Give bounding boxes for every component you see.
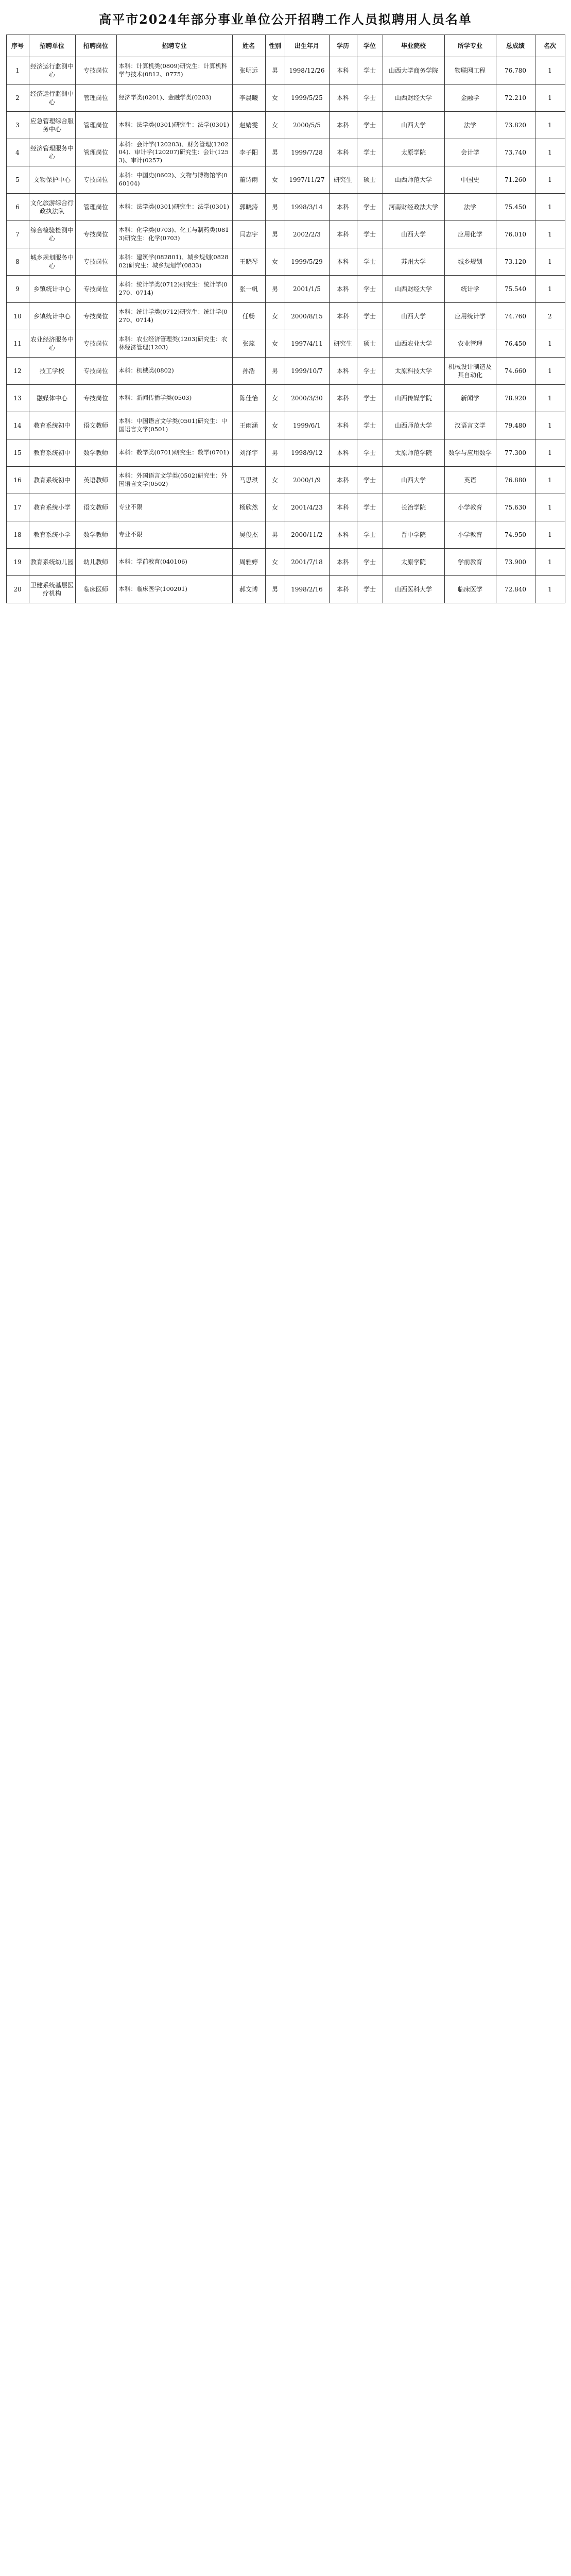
table-cell: 1 xyxy=(535,139,565,166)
table-cell: 苏州大学 xyxy=(383,248,444,276)
table-cell: 经济管理服务中心 xyxy=(29,139,75,166)
table-cell: 数学教师 xyxy=(75,439,116,467)
table-cell: 应用统计学 xyxy=(444,303,496,330)
table-cell: 学士 xyxy=(357,549,383,576)
table-cell: 73.740 xyxy=(496,139,535,166)
table-cell: 73.900 xyxy=(496,549,535,576)
table-cell: 山西财经大学 xyxy=(383,276,444,303)
column-header: 招聘单位 xyxy=(29,35,75,57)
table-cell: 城乡规划服务中心 xyxy=(29,248,75,276)
table-cell: 学士 xyxy=(357,194,383,221)
table-cell: 1 xyxy=(535,221,565,248)
table-cell: 专技岗位 xyxy=(75,358,116,385)
table-row xyxy=(6,112,565,139)
table-cell: 10 xyxy=(6,303,29,330)
table-row xyxy=(6,57,565,84)
table-cell: 教育系统初中 xyxy=(29,412,75,439)
table-cell: 卫健系统基层医疗机构 xyxy=(29,576,75,603)
table-cell: 本科：计算机类(0809)研究生：计算机科学与技术(0812、0775) xyxy=(116,57,232,84)
table-cell: 男 xyxy=(265,194,285,221)
table-cell: 城乡规划 xyxy=(444,248,496,276)
table-cell: 19 xyxy=(6,549,29,576)
table-cell: 专技岗位 xyxy=(75,303,116,330)
table-cell: 专业不限 xyxy=(116,521,232,549)
table-cell: 76.450 xyxy=(496,330,535,358)
table-cell: 13 xyxy=(6,385,29,412)
table-cell: 郭晓涛 xyxy=(232,194,265,221)
table-cell: 法学 xyxy=(444,112,496,139)
table-cell: 王晓琴 xyxy=(232,248,265,276)
table-row xyxy=(6,248,565,276)
table-cell: 融媒体中心 xyxy=(29,385,75,412)
table-cell: 1 xyxy=(535,385,565,412)
table-cell: 1 xyxy=(535,576,565,603)
table-cell: 金融学 xyxy=(444,84,496,112)
table-cell: 1 xyxy=(535,112,565,139)
table-cell: 12 xyxy=(6,358,29,385)
table-cell: 16 xyxy=(6,467,29,494)
table-cell: 本科：外国语言文学类(0502)研究生：外国语言文学(0502) xyxy=(116,467,232,494)
table-cell: 9 xyxy=(6,276,29,303)
table-cell: 女 xyxy=(265,84,285,112)
table-cell: 机械设计制造及其自动化 xyxy=(444,358,496,385)
column-header: 招聘专业 xyxy=(116,35,232,57)
table-cell: 本科：数学类(0701)研究生：数学(0701) xyxy=(116,439,232,467)
table-row xyxy=(6,439,565,467)
table-cell: 专技岗位 xyxy=(75,57,116,84)
table-cell: 学士 xyxy=(357,412,383,439)
table-cell: 学士 xyxy=(357,112,383,139)
table-cell: 管理岗位 xyxy=(75,194,116,221)
table-cell: 女 xyxy=(265,303,285,330)
table-cell: 学士 xyxy=(357,221,383,248)
table-cell: 河南财经政法大学 xyxy=(383,194,444,221)
table-cell: 14 xyxy=(6,412,29,439)
table-cell: 小学教育 xyxy=(444,521,496,549)
table-row xyxy=(6,385,565,412)
table-cell: 1 xyxy=(535,330,565,358)
table-cell: 女 xyxy=(265,549,285,576)
column-header: 性别 xyxy=(265,35,285,57)
table-cell: 学士 xyxy=(357,84,383,112)
table-cell: 乡镇统计中心 xyxy=(29,303,75,330)
table-cell: 硕士 xyxy=(357,330,383,358)
table-cell: 1999/6/1 xyxy=(285,412,329,439)
table-cell: 6 xyxy=(6,194,29,221)
table-row xyxy=(6,412,565,439)
table-row xyxy=(6,194,565,221)
table-cell: 本科：学前教育(040106) xyxy=(116,549,232,576)
table-cell: 山西农业大学 xyxy=(383,330,444,358)
table-cell: 1 xyxy=(535,248,565,276)
table-cell: 1 xyxy=(6,57,29,84)
table-cell: 学士 xyxy=(357,57,383,84)
table-cell: 山西大学 xyxy=(383,303,444,330)
table-cell: 专技岗位 xyxy=(75,276,116,303)
table-cell: 本科：中国语言文学类(0501)研究生：中国语言文学(0501) xyxy=(116,412,232,439)
table-cell: 本科：临床医学(100201) xyxy=(116,576,232,603)
page xyxy=(0,0,571,631)
table-cell: 本科 xyxy=(329,576,357,603)
table-cell: 张明远 xyxy=(232,57,265,84)
page-title: 高平市2024年部分事业单位公开招聘工作人员拟聘用人员名单 xyxy=(99,12,472,27)
table-cell: 75.630 xyxy=(496,494,535,521)
column-header: 总成绩 xyxy=(496,35,535,57)
table-cell: 2000/11/2 xyxy=(285,521,329,549)
table-cell: 本科：化学类(0703)、化工与制药类(0813)研究生：化学(0703) xyxy=(116,221,232,248)
table-cell: 1 xyxy=(535,276,565,303)
column-header: 招聘岗位 xyxy=(75,35,116,57)
table-cell: 吴俊杰 xyxy=(232,521,265,549)
table-cell: 本科：农业经济管理类(1203)研究生：农林经济管理(1203) xyxy=(116,330,232,358)
table-cell: 1998/2/16 xyxy=(285,576,329,603)
table-cell: 女 xyxy=(265,248,285,276)
table-cell: 女 xyxy=(265,494,285,521)
table-cell: 研究生 xyxy=(329,166,357,194)
table-cell: 综合检验检测中心 xyxy=(29,221,75,248)
table-cell: 75.540 xyxy=(496,276,535,303)
table-cell: 法学 xyxy=(444,194,496,221)
table-row xyxy=(6,221,565,248)
table-cell: 1 xyxy=(535,84,565,112)
table-cell: 本科 xyxy=(329,194,357,221)
table-cell: 本科 xyxy=(329,439,357,467)
table-cell: 男 xyxy=(265,358,285,385)
table-row xyxy=(6,358,565,385)
table-cell: 女 xyxy=(265,412,285,439)
table-cell: 学前教育 xyxy=(444,549,496,576)
table-cell: 文化旅游综合行政执法队 xyxy=(29,194,75,221)
table-cell: 会计学 xyxy=(444,139,496,166)
table-cell: 本科 xyxy=(329,139,357,166)
table-cell: 3 xyxy=(6,112,29,139)
table-cell: 农业管理 xyxy=(444,330,496,358)
table-cell: 学士 xyxy=(357,358,383,385)
table-cell: 太原科技大学 xyxy=(383,358,444,385)
table-cell: 本科 xyxy=(329,84,357,112)
table-cell: 本科 xyxy=(329,276,357,303)
table-cell: 学士 xyxy=(357,521,383,549)
table-cell: 1 xyxy=(535,194,565,221)
table-cell: 1 xyxy=(535,439,565,467)
table-cell: 本科 xyxy=(329,221,357,248)
table-cell: 学士 xyxy=(357,276,383,303)
table-cell: 教育系统初中 xyxy=(29,439,75,467)
table-cell: 太原学院 xyxy=(383,139,444,166)
table-cell: 1998/9/12 xyxy=(285,439,329,467)
table-cell: 专技岗位 xyxy=(75,166,116,194)
table-cell: 2 xyxy=(6,84,29,112)
table-cell: 本科 xyxy=(329,549,357,576)
column-header: 学历 xyxy=(329,35,357,57)
table-cell: 本科 xyxy=(329,303,357,330)
table-cell: 4 xyxy=(6,139,29,166)
table-cell: 1 xyxy=(535,57,565,84)
table-header-row xyxy=(6,35,565,57)
table-cell: 11 xyxy=(6,330,29,358)
table-cell: 本科 xyxy=(329,467,357,494)
table-cell: 教育系统幼儿园 xyxy=(29,549,75,576)
table-cell: 教育系统初中 xyxy=(29,467,75,494)
table-cell: 新闻学 xyxy=(444,385,496,412)
table-row xyxy=(6,549,565,576)
table-cell: 72.210 xyxy=(496,84,535,112)
table-cell: 2000/5/5 xyxy=(285,112,329,139)
table-cell: 太原学院 xyxy=(383,549,444,576)
table-cell: 8 xyxy=(6,248,29,276)
table-cell: 学士 xyxy=(357,467,383,494)
table-cell: 73.820 xyxy=(496,112,535,139)
table-cell: 本科：机械类(0802) xyxy=(116,358,232,385)
table-cell: 2001/4/23 xyxy=(285,494,329,521)
table-cell: 5 xyxy=(6,166,29,194)
table-cell: 73.120 xyxy=(496,248,535,276)
table-cell: 1997/4/11 xyxy=(285,330,329,358)
table-cell: 2001/7/18 xyxy=(285,549,329,576)
table-cell: 本科：中国史(0602)、文物与博物馆学(060104) xyxy=(116,166,232,194)
table-cell: 78.920 xyxy=(496,385,535,412)
table-cell: 学士 xyxy=(357,439,383,467)
table-cell: 本科：统计学类(0712)研究生：统计学(0270、0714) xyxy=(116,303,232,330)
table-cell: 1999/5/25 xyxy=(285,84,329,112)
table-cell: 本科 xyxy=(329,112,357,139)
table-row xyxy=(6,84,565,112)
table-cell: 临床医师 xyxy=(75,576,116,603)
table-cell: 董诗雨 xyxy=(232,166,265,194)
table-cell: 2000/1/9 xyxy=(285,467,329,494)
table-cell: 刘泽宇 xyxy=(232,439,265,467)
table-cell: 学士 xyxy=(357,139,383,166)
table-cell: 研究生 xyxy=(329,330,357,358)
table-cell: 1 xyxy=(535,494,565,521)
table-cell: 专技岗位 xyxy=(75,385,116,412)
table-cell: 本科：会计学(120203)、财务管理(120204)、审计学(120207)研究生：会计(1253)、审计(0257) xyxy=(116,139,232,166)
table-cell: 山西财经大学 xyxy=(383,84,444,112)
table-cell: 山西医科大学 xyxy=(383,576,444,603)
column-header: 姓名 xyxy=(232,35,265,57)
table-cell: 7 xyxy=(6,221,29,248)
table-cell: 本科 xyxy=(329,248,357,276)
table-cell: 陈佳怡 xyxy=(232,385,265,412)
table-cell: 女 xyxy=(265,467,285,494)
table-cell: 1999/5/29 xyxy=(285,248,329,276)
table-cell: 74.760 xyxy=(496,303,535,330)
table-cell: 74.950 xyxy=(496,521,535,549)
column-header: 出生年月 xyxy=(285,35,329,57)
table-row xyxy=(6,166,565,194)
table-cell: 农业经济服务中心 xyxy=(29,330,75,358)
column-header: 所学专业 xyxy=(444,35,496,57)
table-cell: 张一帆 xyxy=(232,276,265,303)
table-cell: 18 xyxy=(6,521,29,549)
table-row xyxy=(6,467,565,494)
table-row xyxy=(6,139,565,166)
table-cell: 本科 xyxy=(329,494,357,521)
table-cell: 75.450 xyxy=(496,194,535,221)
table-cell: 72.840 xyxy=(496,576,535,603)
table-cell: 女 xyxy=(265,385,285,412)
table-cell: 教育系统小学 xyxy=(29,494,75,521)
table-cell: 统计学 xyxy=(444,276,496,303)
table-cell: 硕士 xyxy=(357,166,383,194)
table-cell: 管理岗位 xyxy=(75,139,116,166)
table-cell: 山西师范大学 xyxy=(383,166,444,194)
table-cell: 本科 xyxy=(329,521,357,549)
table-cell: 乡镇统计中心 xyxy=(29,276,75,303)
table-cell: 语文教师 xyxy=(75,494,116,521)
table-cell: 本科：建筑学(082801)、城乡规划(082802)研究生：城乡规划学(0833) xyxy=(116,248,232,276)
table-cell: 本科 xyxy=(329,412,357,439)
table-cell: 2002/2/3 xyxy=(285,221,329,248)
table-cell: 学士 xyxy=(357,248,383,276)
table-cell: 郝文博 xyxy=(232,576,265,603)
table-cell: 1998/12/26 xyxy=(285,57,329,84)
table-cell: 男 xyxy=(265,576,285,603)
table-cell: 英语教师 xyxy=(75,467,116,494)
table-cell: 2000/8/15 xyxy=(285,303,329,330)
table-cell: 中国史 xyxy=(444,166,496,194)
table-cell: 山西大学 xyxy=(383,467,444,494)
table-cell: 山西师范大学 xyxy=(383,412,444,439)
table-cell: 王雨涵 xyxy=(232,412,265,439)
table-cell: 学士 xyxy=(357,494,383,521)
table-row xyxy=(6,276,565,303)
table-cell: 本科：法学类(0301)研究生：法学(0301) xyxy=(116,194,232,221)
table-cell: 20 xyxy=(6,576,29,603)
table-cell: 2 xyxy=(535,303,565,330)
table-cell: 1 xyxy=(535,358,565,385)
table-cell: 学士 xyxy=(357,576,383,603)
table-cell: 1999/10/7 xyxy=(285,358,329,385)
table-cell: 76.780 xyxy=(496,57,535,84)
table-cell: 男 xyxy=(265,521,285,549)
table-cell: 71.260 xyxy=(496,166,535,194)
table-cell: 张蕊 xyxy=(232,330,265,358)
table-cell: 76.880 xyxy=(496,467,535,494)
table-cell: 2001/1/5 xyxy=(285,276,329,303)
column-header: 毕业院校 xyxy=(383,35,444,57)
table-cell: 赵婧雯 xyxy=(232,112,265,139)
table-cell: 1998/3/14 xyxy=(285,194,329,221)
table-cell: 15 xyxy=(6,439,29,467)
table-cell: 幼儿教师 xyxy=(75,549,116,576)
table-cell: 1997/11/27 xyxy=(285,166,329,194)
table-cell: 女 xyxy=(265,166,285,194)
table-cell: 李子阳 xyxy=(232,139,265,166)
table-cell: 74.660 xyxy=(496,358,535,385)
table-cell: 1999/7/28 xyxy=(285,139,329,166)
table-cell: 1 xyxy=(535,166,565,194)
table-cell: 男 xyxy=(265,57,285,84)
table-cell: 周雅婷 xyxy=(232,549,265,576)
table-cell: 男 xyxy=(265,276,285,303)
table-cell: 学士 xyxy=(357,385,383,412)
table-cell: 女 xyxy=(265,330,285,358)
table-cell: 专业不限 xyxy=(116,494,232,521)
table-cell: 1 xyxy=(535,467,565,494)
table-row xyxy=(6,330,565,358)
column-header: 名次 xyxy=(535,35,565,57)
table-cell: 1 xyxy=(535,521,565,549)
table-cell: 男 xyxy=(265,439,285,467)
table-cell: 专技岗位 xyxy=(75,221,116,248)
table-row xyxy=(6,576,565,603)
column-header: 序号 xyxy=(6,35,29,57)
table-cell: 任畅 xyxy=(232,303,265,330)
table-cell: 长治学院 xyxy=(383,494,444,521)
table-cell: 马思琪 xyxy=(232,467,265,494)
table-cell: 79.480 xyxy=(496,412,535,439)
table-cell: 语文教师 xyxy=(75,412,116,439)
table-cell: 临床医学 xyxy=(444,576,496,603)
table-cell: 山西大学商务学院 xyxy=(383,57,444,84)
table-cell: 英语 xyxy=(444,467,496,494)
table-cell: 教育系统小学 xyxy=(29,521,75,549)
table-cell: 山西大学 xyxy=(383,221,444,248)
table-cell: 本科：法学类(0301)研究生：法学(0301) xyxy=(116,112,232,139)
hire-list-table xyxy=(6,35,565,603)
table-cell: 技工学校 xyxy=(29,358,75,385)
table-cell: 女 xyxy=(265,112,285,139)
table-cell: 数学教师 xyxy=(75,521,116,549)
table-cell: 77.300 xyxy=(496,439,535,467)
table-cell: 76.010 xyxy=(496,221,535,248)
table-row xyxy=(6,494,565,521)
table-cell: 本科 xyxy=(329,385,357,412)
table-cell: 本科 xyxy=(329,57,357,84)
table-cell: 晋中学院 xyxy=(383,521,444,549)
table-cell: 经济学类(0201)、金融学类(0203) xyxy=(116,84,232,112)
table-cell: 本科：统计学类(0712)研究生：统计学(0270、0714) xyxy=(116,276,232,303)
column-header: 学位 xyxy=(357,35,383,57)
table-cell: 本科：新闻传播学类(0503) xyxy=(116,385,232,412)
table-row xyxy=(6,303,565,330)
table-cell: 男 xyxy=(265,139,285,166)
table-cell: 2000/3/30 xyxy=(285,385,329,412)
table-cell: 李晨曦 xyxy=(232,84,265,112)
table-cell: 男 xyxy=(265,221,285,248)
table-cell: 专技岗位 xyxy=(75,248,116,276)
table-cell: 闫志宇 xyxy=(232,221,265,248)
table-cell: 1 xyxy=(535,412,565,439)
table-cell: 汉语言文学 xyxy=(444,412,496,439)
table-cell: 物联网工程 xyxy=(444,57,496,84)
table-cell: 应用化学 xyxy=(444,221,496,248)
table-cell: 孙浩 xyxy=(232,358,265,385)
table-cell: 山西传媒学院 xyxy=(383,385,444,412)
table-cell: 太原师范学院 xyxy=(383,439,444,467)
table-cell: 应急管理综合服务中心 xyxy=(29,112,75,139)
table-cell: 专技岗位 xyxy=(75,330,116,358)
table-cell: 山西大学 xyxy=(383,112,444,139)
table-cell: 经济运行监测中心 xyxy=(29,57,75,84)
table-cell: 管理岗位 xyxy=(75,84,116,112)
table-cell: 17 xyxy=(6,494,29,521)
table-cell: 经济运行监测中心 xyxy=(29,84,75,112)
table-cell: 1 xyxy=(535,549,565,576)
table-cell: 小学教育 xyxy=(444,494,496,521)
table-cell: 文物保护中心 xyxy=(29,166,75,194)
table-cell: 本科 xyxy=(329,358,357,385)
table-row xyxy=(6,521,565,549)
table-cell: 管理岗位 xyxy=(75,112,116,139)
table-cell: 杨欣然 xyxy=(232,494,265,521)
table-cell: 数学与应用数学 xyxy=(444,439,496,467)
table-cell: 学士 xyxy=(357,303,383,330)
